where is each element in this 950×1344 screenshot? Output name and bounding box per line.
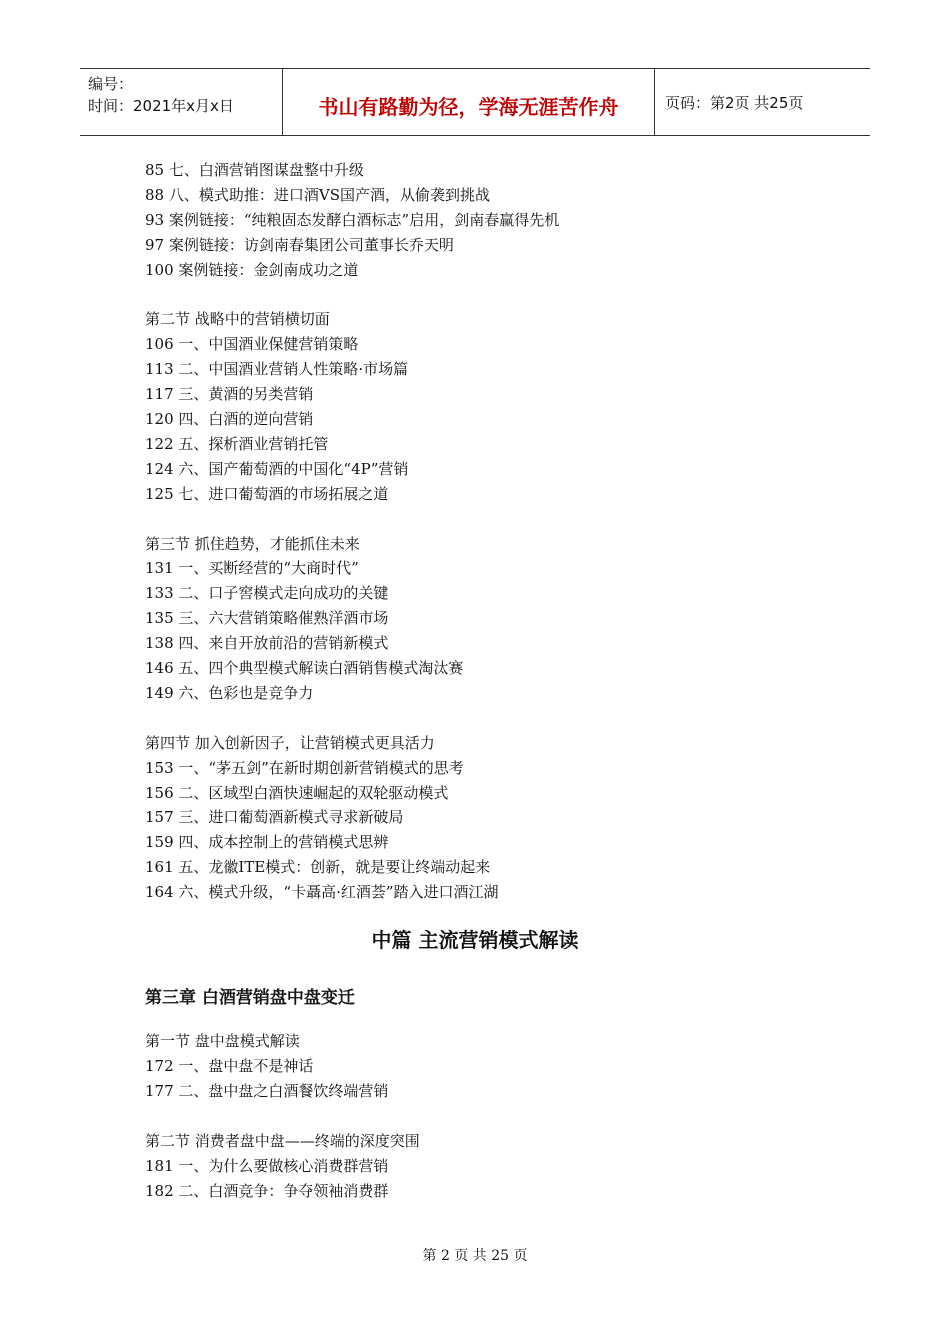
toc-entry: 177 二、盘中盘之白酒餐饮终端营销 <box>145 1081 389 1100</box>
toc-entry: 125 七、进口葡萄酒的市场拓展之道 <box>145 484 389 503</box>
section-title: 第三节 抓住趋势，才能抓住未来 <box>145 534 360 553</box>
number-label: 编号： <box>88 75 134 93</box>
toc-entry: 172 一、盘中盘不是神话 <box>145 1056 314 1075</box>
toc-entry: 113 二、中国酒业营销人性策略·市场篇 <box>145 360 409 379</box>
toc-entry: 124 六、国产葡萄酒的中国化“4P”营销 <box>145 459 409 478</box>
toc-content <box>145 158 845 1203</box>
toc-entry: 146 五、四个典型模式解读白酒销售模式淘汰赛 <box>145 659 464 678</box>
toc-entry: 106 一、中国酒业保健营销策略 <box>145 335 359 354</box>
toc-entry: 182 二、白酒竞争：争夺领袖消费群 <box>145 1181 389 1200</box>
toc-entry: 164 六、模式升级，“卡聶高·红酒荟”踏入进口酒江湖 <box>145 883 499 902</box>
header-page-info: 页码：第2页 共25页 <box>665 93 804 112</box>
toc-entry: 131 一、买断经营的“大商时代” <box>145 559 359 578</box>
toc-entry: 117 三、黄酒的另类营销 <box>145 385 314 404</box>
part-title: 中篇 主流营销模式解读 <box>371 928 579 953</box>
header-meta <box>80 69 283 135</box>
section-title: 第四节 加入创新因子，让营销模式更具活力 <box>145 733 435 752</box>
time-label: 时间：2021年x月x日 <box>88 97 234 115</box>
toc-entry: 120 四、白酒的逆向营销 <box>145 410 314 429</box>
toc-entry: 181 一、为什么要做核心消费群营销 <box>145 1156 389 1175</box>
toc-entry: 157 三、进口葡萄酒新模式寻求新破局 <box>145 808 404 827</box>
page-footer: 第 2 页 共 25 页 <box>422 1248 528 1264</box>
toc-entry: 159 四、成本控制上的营销模式思辨 <box>145 833 389 852</box>
toc-entry: 135 三、六大营销策略催熟洋酒市场 <box>145 609 389 628</box>
toc-entry: 138 四、来自开放前沿的营销新模式 <box>145 634 389 653</box>
chapter-title: 第三章 白酒营销盘中盘变迁 <box>145 988 355 1009</box>
toc-entry: 88 八、模式助推：进口酒VS国产酒，从偷袭到挑战 <box>145 185 490 204</box>
toc-entry: 156 二、区域型白酒快速崛起的双轮驱动模式 <box>145 783 449 802</box>
toc-entry: 122 五、探析酒业营销托管 <box>145 434 329 453</box>
toc-entry: 100 案例链接：金剑南成功之道 <box>145 260 359 279</box>
toc-entry: 149 六、色彩也是竞争力 <box>145 683 314 702</box>
toc-entry: 161 五、龙徽ITE模式：创新，就是要让终端动起来 <box>145 858 491 877</box>
toc-entry: 153 一、“茅五剑”在新时期创新营销模式的思考 <box>145 758 464 777</box>
section-title: 第二节 战略中的营销横切面 <box>145 310 330 329</box>
toc-entry: 97 案例链接：访剑南春集团公司董事长乔天明 <box>145 235 454 254</box>
toc-entry: 85 七、白酒营销图谋盘整中升级 <box>145 161 364 179</box>
section-title: 第二节 消费者盘中盘——终端的深度突围 <box>145 1131 420 1150</box>
toc-entry: 93 案例链接：“纯粮固态发酵白酒标志”启用，剑南春赢得先机 <box>145 210 560 229</box>
toc-entry: 133 二、口子窖模式走向成功的关键 <box>145 584 389 603</box>
document-header <box>80 68 870 136</box>
section-title: 第一节 盘中盘模式解读 <box>145 1032 300 1051</box>
header-motto: 书山有路勤为径，学海无涯苦作舟 <box>283 69 655 135</box>
